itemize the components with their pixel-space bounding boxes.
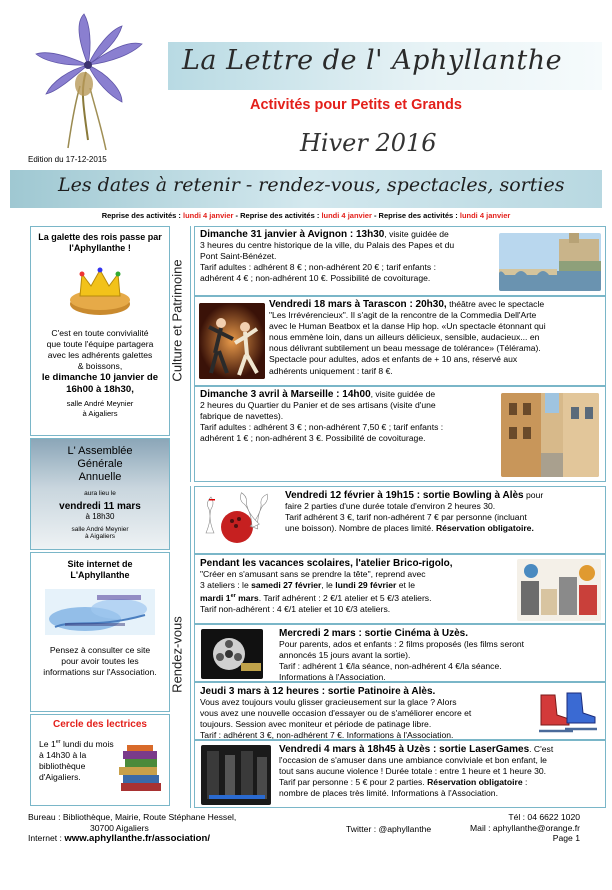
patinoire-line-4: Tarif : adhérent 3 €, non-adhérent 7 €. Informations à l'Association. bbox=[200, 730, 454, 741]
reprise-date: lundi 4 janvier bbox=[459, 211, 511, 220]
bowling-reservation: Réservation obligatoire. bbox=[435, 523, 534, 534]
patinoire-line-1: Vous avez toujours voulu glisser gracieusement sur la glace ? Alors bbox=[200, 697, 457, 708]
ag-town: à Aigaliers bbox=[85, 533, 115, 540]
site-title: Site internet de L'Aphyllanthe bbox=[67, 559, 133, 580]
tarascon-line-4: nous emmène loin, dans un ailleurs délicieux, sensible, audacieux... en bbox=[269, 332, 540, 343]
avignon-line-4: Tarif adultes : adhérent 8 € ; non-adhérent 20 € ; tarif enfants : bbox=[200, 262, 437, 273]
bowling-line-2: faire 2 parties d'une durée totale d'environ 2 heures 30. bbox=[285, 501, 496, 512]
galette-crown-icon bbox=[64, 260, 136, 320]
bowling-heading: Vendredi 12 février à 19h15 : sortie Bowling à Alès bbox=[285, 490, 524, 501]
cercle-box bbox=[30, 714, 170, 806]
brico-date-3b: mars bbox=[235, 593, 259, 604]
footer-internet-label: Internet : bbox=[28, 833, 65, 843]
event-cinema bbox=[194, 624, 606, 682]
cercle-line-1: Le 1 bbox=[39, 738, 56, 749]
cinema-heading: Mercredi 2 mars : sortie Cinéma à Uzès. bbox=[279, 628, 468, 639]
marseille-line-4: Tarif adultes : adhérent 3 € ; non-adhérent 7,50 € ; tarif enfants : bbox=[200, 422, 444, 433]
edition-date: Edition du 17-12-2015 bbox=[28, 155, 107, 164]
ag-date: vendredi 11 mars bbox=[59, 501, 141, 512]
event-bowling bbox=[194, 486, 606, 554]
event-avignon bbox=[194, 226, 606, 296]
marseille-heading: Dimanche 3 avril à Marseille : 14h00 bbox=[200, 389, 371, 400]
footer-bureau-line-1: Bureau : Bibliothèque, Mairie, Route Stéphane Hessel, bbox=[28, 812, 237, 822]
section-rendez-vous: Rendez-vous bbox=[169, 616, 185, 693]
cinema-line-2: annoncés 15 jours avant la sortie). bbox=[279, 650, 411, 661]
dates-title: Les dates à retenir - rendez-vous, spectacles, sorties bbox=[58, 174, 565, 196]
film-reel-image bbox=[201, 629, 263, 679]
ice-skates-icon bbox=[535, 689, 599, 735]
aphyllanthe-flower-image bbox=[18, 10, 158, 150]
ag-aura: aura lieu le bbox=[84, 490, 116, 497]
cercle-line-1b: lundi du mois bbox=[60, 738, 114, 749]
brico-date-2: lundi 29 février bbox=[335, 580, 397, 591]
laser-heading: Vendredi 4 mars à 18h45 à Uzès : sortie LaserGames bbox=[279, 744, 530, 755]
galette-place: salle André Meynier bbox=[66, 399, 134, 408]
laser-line-1: . C'est bbox=[529, 744, 554, 754]
avignon-bridge-image bbox=[499, 233, 601, 291]
reprise-separator: - bbox=[371, 211, 379, 220]
brico-date-1: samedi 27 février bbox=[251, 580, 322, 591]
brico-line-3: . Tarif adhérent : 2 €/1 atelier et 5 €/3 ateliers. bbox=[258, 593, 432, 604]
reprise-label: Reprise des activités : bbox=[101, 211, 181, 220]
ag-place: salle André Meynier bbox=[71, 526, 129, 533]
bowling-image bbox=[201, 491, 275, 549]
tarascon-line-7: adhérents uniquement : tarif 8 €. bbox=[269, 365, 393, 376]
laser-line-5: nombre de places très limité. Informations à l'Association. bbox=[279, 788, 498, 799]
footer-phone: Tél : 04 6622 1020 bbox=[508, 812, 580, 822]
brico-heading: Pendant les vacances scolaires, l'atelier Brico-rigolo, bbox=[200, 558, 453, 569]
laser-line-2: l'occasion de s'amuser dans une ambiance conviviale et bon enfant, le bbox=[279, 755, 547, 766]
laser-reservation: Réservation obligatoire bbox=[427, 777, 523, 788]
section-culture: Culture et Patrimoine bbox=[169, 259, 185, 382]
reprise-label: Reprise des activités : bbox=[378, 211, 458, 220]
cinema-line-4: Informations à l'Association. bbox=[279, 672, 386, 683]
cercle-title: Cercle des lectrices bbox=[53, 719, 147, 730]
cercle-sup: er bbox=[55, 739, 61, 745]
event-patinoire bbox=[194, 682, 606, 740]
site-body: Pensez à consulter ce site pour avoir toutes les informations sur l'Association. bbox=[43, 645, 157, 677]
brico-line-4: Tarif non-adhérent : 4 €/1 atelier et 10 €/3 ateliers. bbox=[200, 604, 391, 615]
tarascon-line-1: théâtre avec le spectacle bbox=[446, 299, 545, 309]
lasergames-image bbox=[201, 745, 271, 805]
reprise-label: Reprise des activités : bbox=[240, 211, 320, 220]
avignon-line-2: 3 heures du centre historique de la ville, du Palais des Papes et du bbox=[200, 240, 455, 251]
galette-title: La galette des rois passe par l'Aphyllanthe ! bbox=[38, 232, 162, 253]
brico-and: et le bbox=[396, 580, 415, 591]
brico-sep: , le bbox=[321, 580, 336, 591]
assemblee-box bbox=[30, 438, 170, 550]
tarascon-line-6: Spectacle pour adultes, ados et enfants de + 10 ans, réservé aux bbox=[269, 354, 518, 365]
rdv-divider bbox=[190, 486, 191, 808]
cercle-line-2: à 14h30 à la bbox=[39, 749, 87, 760]
reprise-banner bbox=[0, 211, 612, 220]
page-title: La Lettre de l' Aphyllanthe bbox=[182, 45, 563, 76]
ag-line-1: L' Assemblée bbox=[67, 445, 133, 457]
footer-bureau-line-2: 30700 Aigaliers bbox=[90, 822, 149, 833]
tarascon-heading: Vendredi 18 mars à Tarascon : 20h30, bbox=[269, 299, 447, 310]
marseille-street-image bbox=[501, 393, 599, 477]
craft-items-image bbox=[517, 559, 601, 621]
books-icon bbox=[117, 743, 165, 797]
footer-page-number: Page 1 bbox=[552, 833, 580, 843]
avignon-line-3: Pont Saint-Bénézet. bbox=[200, 251, 277, 262]
patinoire-line-3: toujours. Session avec moniteur et période de patinage libre. bbox=[200, 719, 432, 730]
bowling-line-4: une boisson). Nombre de places limité. bbox=[285, 523, 436, 534]
reprise-date: lundi 4 janvier bbox=[183, 211, 234, 220]
bowling-line-1: pour bbox=[523, 490, 544, 500]
tarascon-line-2: "Les Irrévérencieux". Il s'agit de la rencontre de la Commedia Dell'Arte bbox=[269, 310, 537, 321]
galette-date: le dimanche 10 janvier de 16h00 à 18h30, bbox=[41, 372, 159, 395]
avignon-line-5: adhérent 4 € ; non-adhérent 10 €. Possibilité de covoiturage. bbox=[200, 273, 431, 284]
marseille-line-3: fabrique de navettes). bbox=[200, 411, 284, 422]
galette-box bbox=[30, 226, 170, 436]
event-tarascon bbox=[194, 296, 606, 386]
event-lasergames bbox=[194, 740, 606, 808]
site-box bbox=[30, 552, 170, 712]
event-brico bbox=[194, 554, 606, 624]
event-marseille bbox=[194, 386, 606, 482]
laser-colon: : bbox=[522, 777, 528, 788]
marseille-line-5: adhérent 1 € ; non-adhérent 3 €. Possibilité de covoiturage. bbox=[200, 433, 426, 444]
patinoire-heading: Jeudi 3 mars à 12 heures : sortie Patinoire à Alès. bbox=[200, 686, 436, 697]
reprise-separator: - bbox=[233, 211, 241, 220]
marseille-line-1: , visite guidée de bbox=[370, 389, 436, 399]
footer-email[interactable]: Mail : aphyllanthe@orange.fr bbox=[470, 822, 580, 833]
brico-sup: er bbox=[230, 593, 236, 600]
reprise-date: lundi 4 janvier bbox=[321, 211, 372, 220]
cercle-text bbox=[39, 737, 114, 783]
cinema-line-1: Pour parents, ados et enfants : 2 films proposés (les films seront bbox=[279, 639, 525, 650]
laser-line-4: Tarif par personne : 5 € pour 2 parties. bbox=[279, 777, 428, 788]
brico-line-1: "Créer en s'amusant sans se prendre la tête", reprend avec bbox=[200, 569, 426, 580]
avignon-line-1: , visite guidée de bbox=[384, 229, 449, 239]
brico-line-2: 3 ateliers : le bbox=[200, 580, 252, 591]
galette-town: à Aigaliers bbox=[82, 409, 118, 418]
footer-internet-link[interactable]: www.aphyllanthe.fr/association/ bbox=[64, 833, 211, 844]
brico-date-3: mardi 1 bbox=[200, 593, 231, 604]
ag-line-3: Annuelle bbox=[78, 471, 122, 483]
page-subtitle: Activités pour Petits et Grands bbox=[250, 97, 462, 113]
season-title: Hiver 2016 bbox=[300, 129, 437, 157]
bowling-line-3: Tarif adhérent 3 €, tarif non-adhérent 7 € par personne (incluant bbox=[285, 512, 527, 523]
ag-line-2: Générale bbox=[77, 458, 123, 470]
cinema-line-3: Tarif : adhérent 1 €/la séance, non-adhérent 4 €/la séance. bbox=[279, 661, 502, 672]
tarascon-line-3: avec le Human Beatbox et la danse Hip hop. «Un spectacle étonnant qui bbox=[269, 321, 546, 332]
patinoire-line-2: vous avez une nouvelle occasion d'essayer ou de s'améliorer encore et bbox=[200, 708, 472, 719]
ag-hour: à 18h30 bbox=[85, 512, 115, 521]
laser-line-3: tout sans aucune violence ! Durée totale : entre 1 heure et 1 heure 30. bbox=[279, 766, 547, 777]
culture-divider bbox=[190, 226, 191, 482]
dancers-image bbox=[199, 303, 265, 379]
avignon-heading: Dimanche 31 janvier à Avignon : 13h30 bbox=[200, 229, 385, 240]
tarascon-line-5: nous délivrant subtilement un beau message de tolérance» (Télérama). bbox=[269, 343, 541, 354]
galette-body: C'est en toute convivialité que toute l'équipe partagera avec les adhérents galettes & boissons, bbox=[46, 328, 154, 371]
footer-twitter[interactable]: Twitter : @aphyllanthe bbox=[346, 824, 432, 834]
cercle-line-4: d'Aigaliers. bbox=[39, 771, 81, 782]
cercle-line-3: bibliothèque bbox=[39, 760, 86, 771]
marseille-line-2: 2 heures du Quartier du Panier et de ses artisans (visite d'une bbox=[200, 400, 436, 411]
website-screenshot-image[interactable] bbox=[45, 589, 155, 635]
